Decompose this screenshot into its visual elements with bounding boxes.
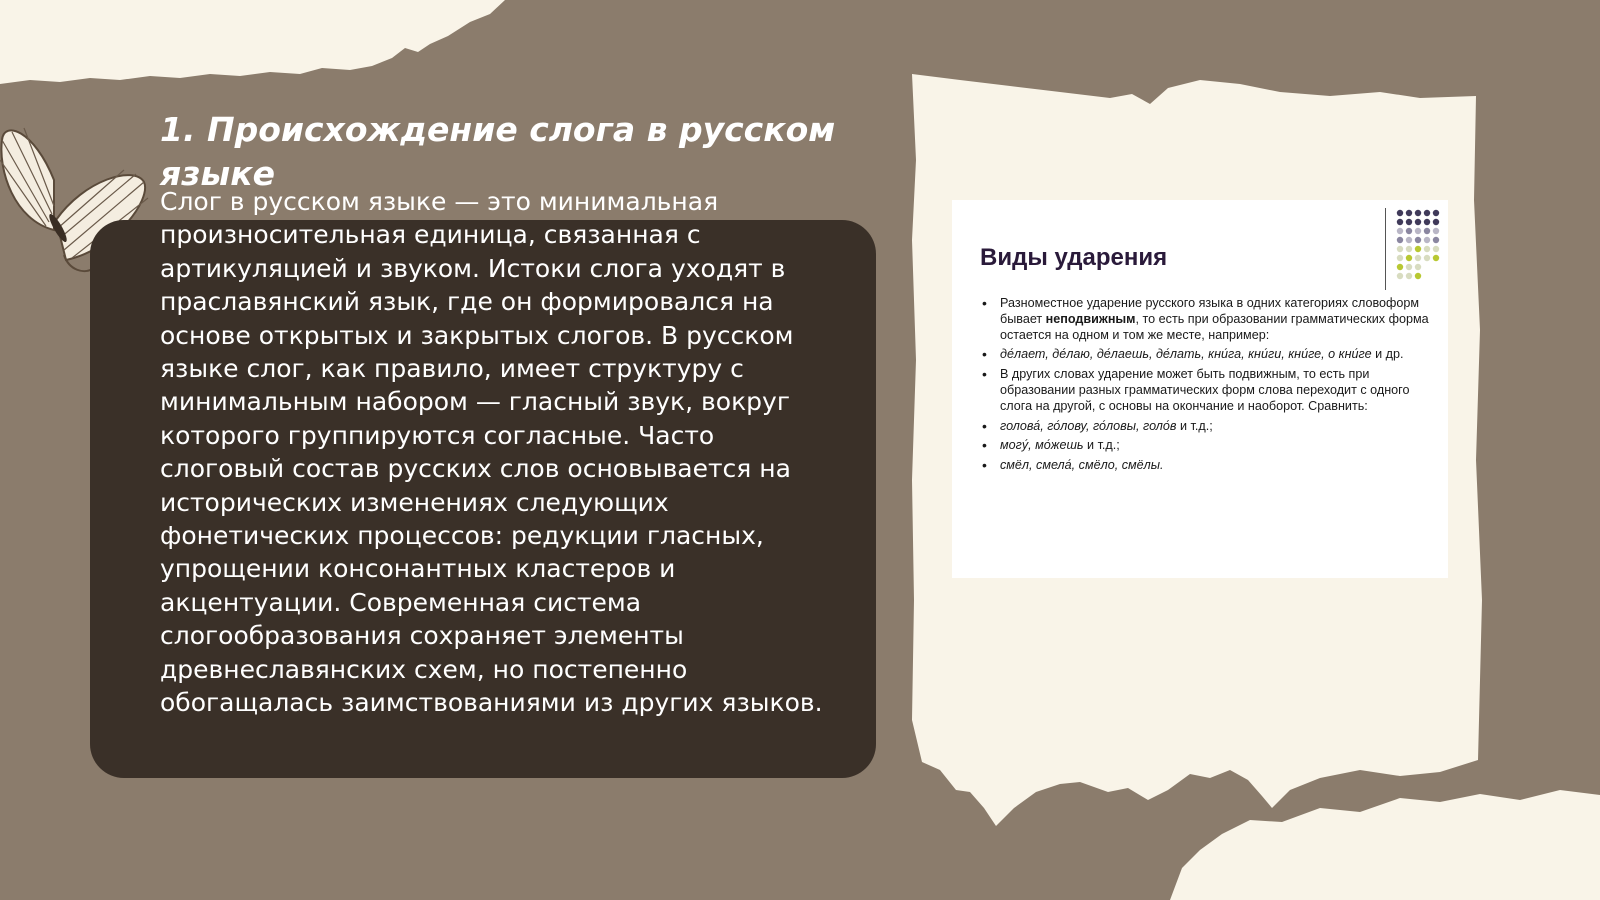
list-item: • смёл, смела́, смёло, смёлы.	[980, 458, 1438, 474]
decor-dot	[1424, 210, 1430, 216]
decor-dot	[1433, 219, 1439, 225]
slide-image	[952, 200, 1448, 578]
decor-dot	[1415, 264, 1421, 270]
decor-dot	[1415, 246, 1421, 252]
decor-dot	[1406, 255, 1412, 261]
decor-dot	[1415, 219, 1421, 225]
decor-dot	[1415, 210, 1421, 216]
decor-dot	[1406, 237, 1412, 243]
decor-dot	[1415, 255, 1421, 261]
torn-paper-bottom-right	[1170, 790, 1600, 900]
decor-dot	[1397, 246, 1403, 252]
decor-dot	[1406, 210, 1412, 216]
decor-dot	[1415, 273, 1421, 279]
decor-dot	[1397, 237, 1403, 243]
decor-dot	[1433, 255, 1439, 261]
decor-dot	[1397, 219, 1403, 225]
list-item: • Разноместное ударение русского языка в одних категориях словоформ бывает неподвижным, то есть при образовании грамматических форма остается на одном и том же месте, например:	[980, 296, 1438, 343]
decor-dot	[1406, 228, 1412, 234]
list-item: • голова́, го́лову, го́ловы, голо́в и т.д.;	[980, 419, 1438, 435]
decor-dot	[1424, 228, 1430, 234]
decor-dot	[1415, 228, 1421, 234]
decor-dot	[1397, 210, 1403, 216]
decor-dot	[1424, 219, 1430, 225]
list-item: • де́лает, де́лаю, де́лаешь, де́лать, кни́га, кни́ги, кни́ге, о кни́ге и др.	[980, 347, 1438, 363]
page-title: 1. Происхождение слога в русском языке	[160, 110, 836, 193]
decor-dot	[1424, 255, 1430, 261]
body-text: Слог в русском языке — это минимальная произносительная единица, связанная с артикуляцией и звуком. Истоки слога уходят в праславянский язык, где он формировался на основе открытых и закрытых слогов. В русском языке слог, как правило, имеет структуру с минимальным набором — гласный звук, вокруг которого группируются согласные. Часто слоговый состав русских слов основывается на исторических изменениях следующих фонетических процессов: редукции гласных, упрощении консонантных кластеров и акцентуации. Современная система слогообразования сохраняет элементы древнеславянских схем, но постепенно обогащалась заимствованиями из других языков.	[160, 187, 823, 718]
decor-dot	[1424, 237, 1430, 243]
decor-dot	[1433, 237, 1439, 243]
slide-list	[980, 296, 1438, 478]
divider	[1385, 208, 1386, 290]
slide-title: Виды ударения	[980, 244, 1168, 271]
decor-dot	[1433, 210, 1439, 216]
list-item: • могу́, мо́жешь и т.д.;	[980, 438, 1438, 454]
decor-dot	[1415, 237, 1421, 243]
decor-dot	[1406, 219, 1412, 225]
decor-dot	[1397, 255, 1403, 261]
torn-paper-top-left	[0, 0, 505, 84]
decor-dot	[1433, 246, 1439, 252]
decor-dot	[1397, 228, 1403, 234]
dot-grid-icon	[1395, 208, 1441, 286]
decor-dot	[1397, 273, 1403, 279]
decor-dot	[1424, 246, 1430, 252]
list-item: • В других словах ударение может быть подвижным, то есть при образовании разных грамматических форм слова переходит с одного слога на другой, с основы на окончание и наоборот. Сравнить:	[980, 367, 1438, 414]
decor-dot	[1406, 246, 1412, 252]
decor-dot	[1406, 273, 1412, 279]
decor-dot	[1406, 264, 1412, 270]
decor-dot	[1397, 264, 1403, 270]
decor-dot	[1433, 228, 1439, 234]
